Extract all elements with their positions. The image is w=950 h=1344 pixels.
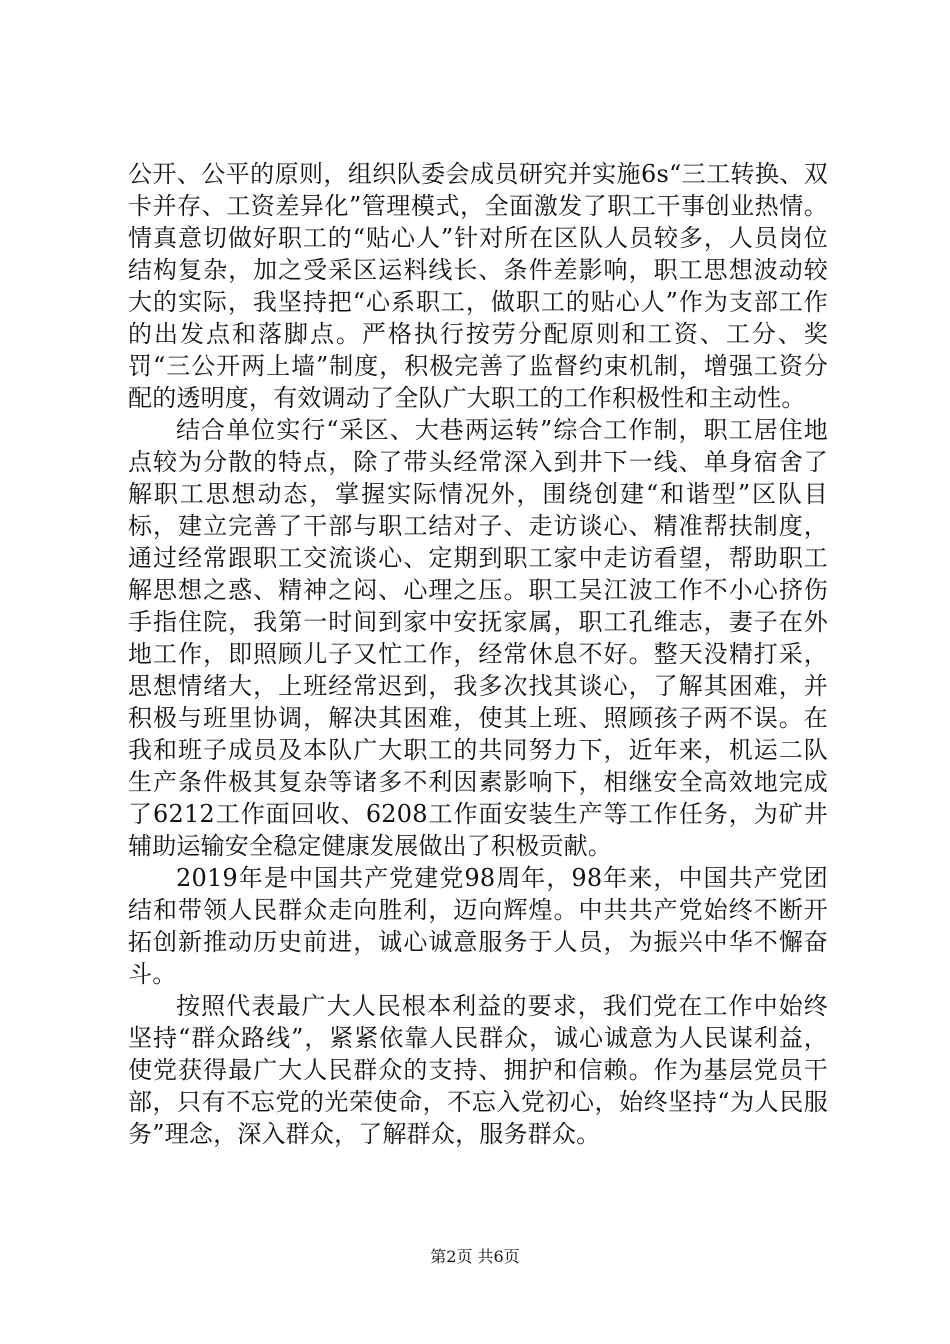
document-body <box>128 158 828 1150</box>
paragraph-2: 结合单位实行“采区、大巷两运转”综合工作制，职工居住地点较为分散的特点，除了带头经常深入到井下一线、单身宿舍了解职工思想动态，掌握实际情况外，围绕创建“和谐型”区队目标，建立完善了干部与职工结对子、走访谈心、精准帮扶制度，通过经常跟职工交流谈心、定期到职工家中走访看望，帮助职工解思想之惑、精神之闷、心理之压。职工吴江波工作不小心挤伤手指住院，我第一时间到家中安抚家属，职工孔维志，妻子在外地工作，即照顾儿子又忙工作，经常休息不好。整天没精打采，思想情绪大，上班经常迟到，我多次找其谈心，了解其困难，并积极与班里协调，解决其困难，使其上班、照顾孩子两不误。在我和班子成员及本队广大职工的共同努力下，近年来，机运二队生产条件极其复杂等诸多不利因素影响下，相继安全高效地完成了6212工作面回收、6208工作面安装生产等工作任务，为矿井辅助运输安全稳定健康发展做出了积极贡献。 <box>128 416 828 860</box>
paragraph-3: 2019年是中国共产党建党98周年，98年来，中国共产党团结和带领人民群众走向胜利，迈向辉煌。中共共产党始终不断开拓创新推动历史前进，诚心诚意服务于人员，为振兴中华不懈奋斗。 <box>128 864 828 988</box>
paragraph-1: 公开、公平的原则，组织队委会成员研究并实施6s“三工转换、双卡并存、工资差异化”管理模式，全面激发了职工干事创业热情。情真意切做好职工的“贴心人”针对所在区队人员较多，人员岗位结构复杂，加之受采区运料线长、条件差影响，职工思想波动较大的实际，我坚持把“心系职工，做职工的贴心人”作为支部工作的出发点和落脚点。严格执行按劳分配原则和工资、工分、奖罚“三公开两上墙”制度，积极完善了监督约束机制，增强工资分配的透明度，有效调动了全队广大职工的工作积极性和主动性。 <box>128 160 828 412</box>
paragraph-4: 按照代表最广大人民根本利益的要求，我们党在工作中始终坚持“群众路线”，紧紧依靠人民群众，诚心诚意为人民谋利益，使党获得最广大人民群众的支持、拥护和信赖。作为基层党员干部，只有不忘党的光荣使命，不忘入党初心，始终坚持“为人民服务”理念，深入群众，了解群众，服务群众。 <box>128 992 828 1148</box>
page-footer: 第2页 共6页 <box>430 1247 520 1266</box>
